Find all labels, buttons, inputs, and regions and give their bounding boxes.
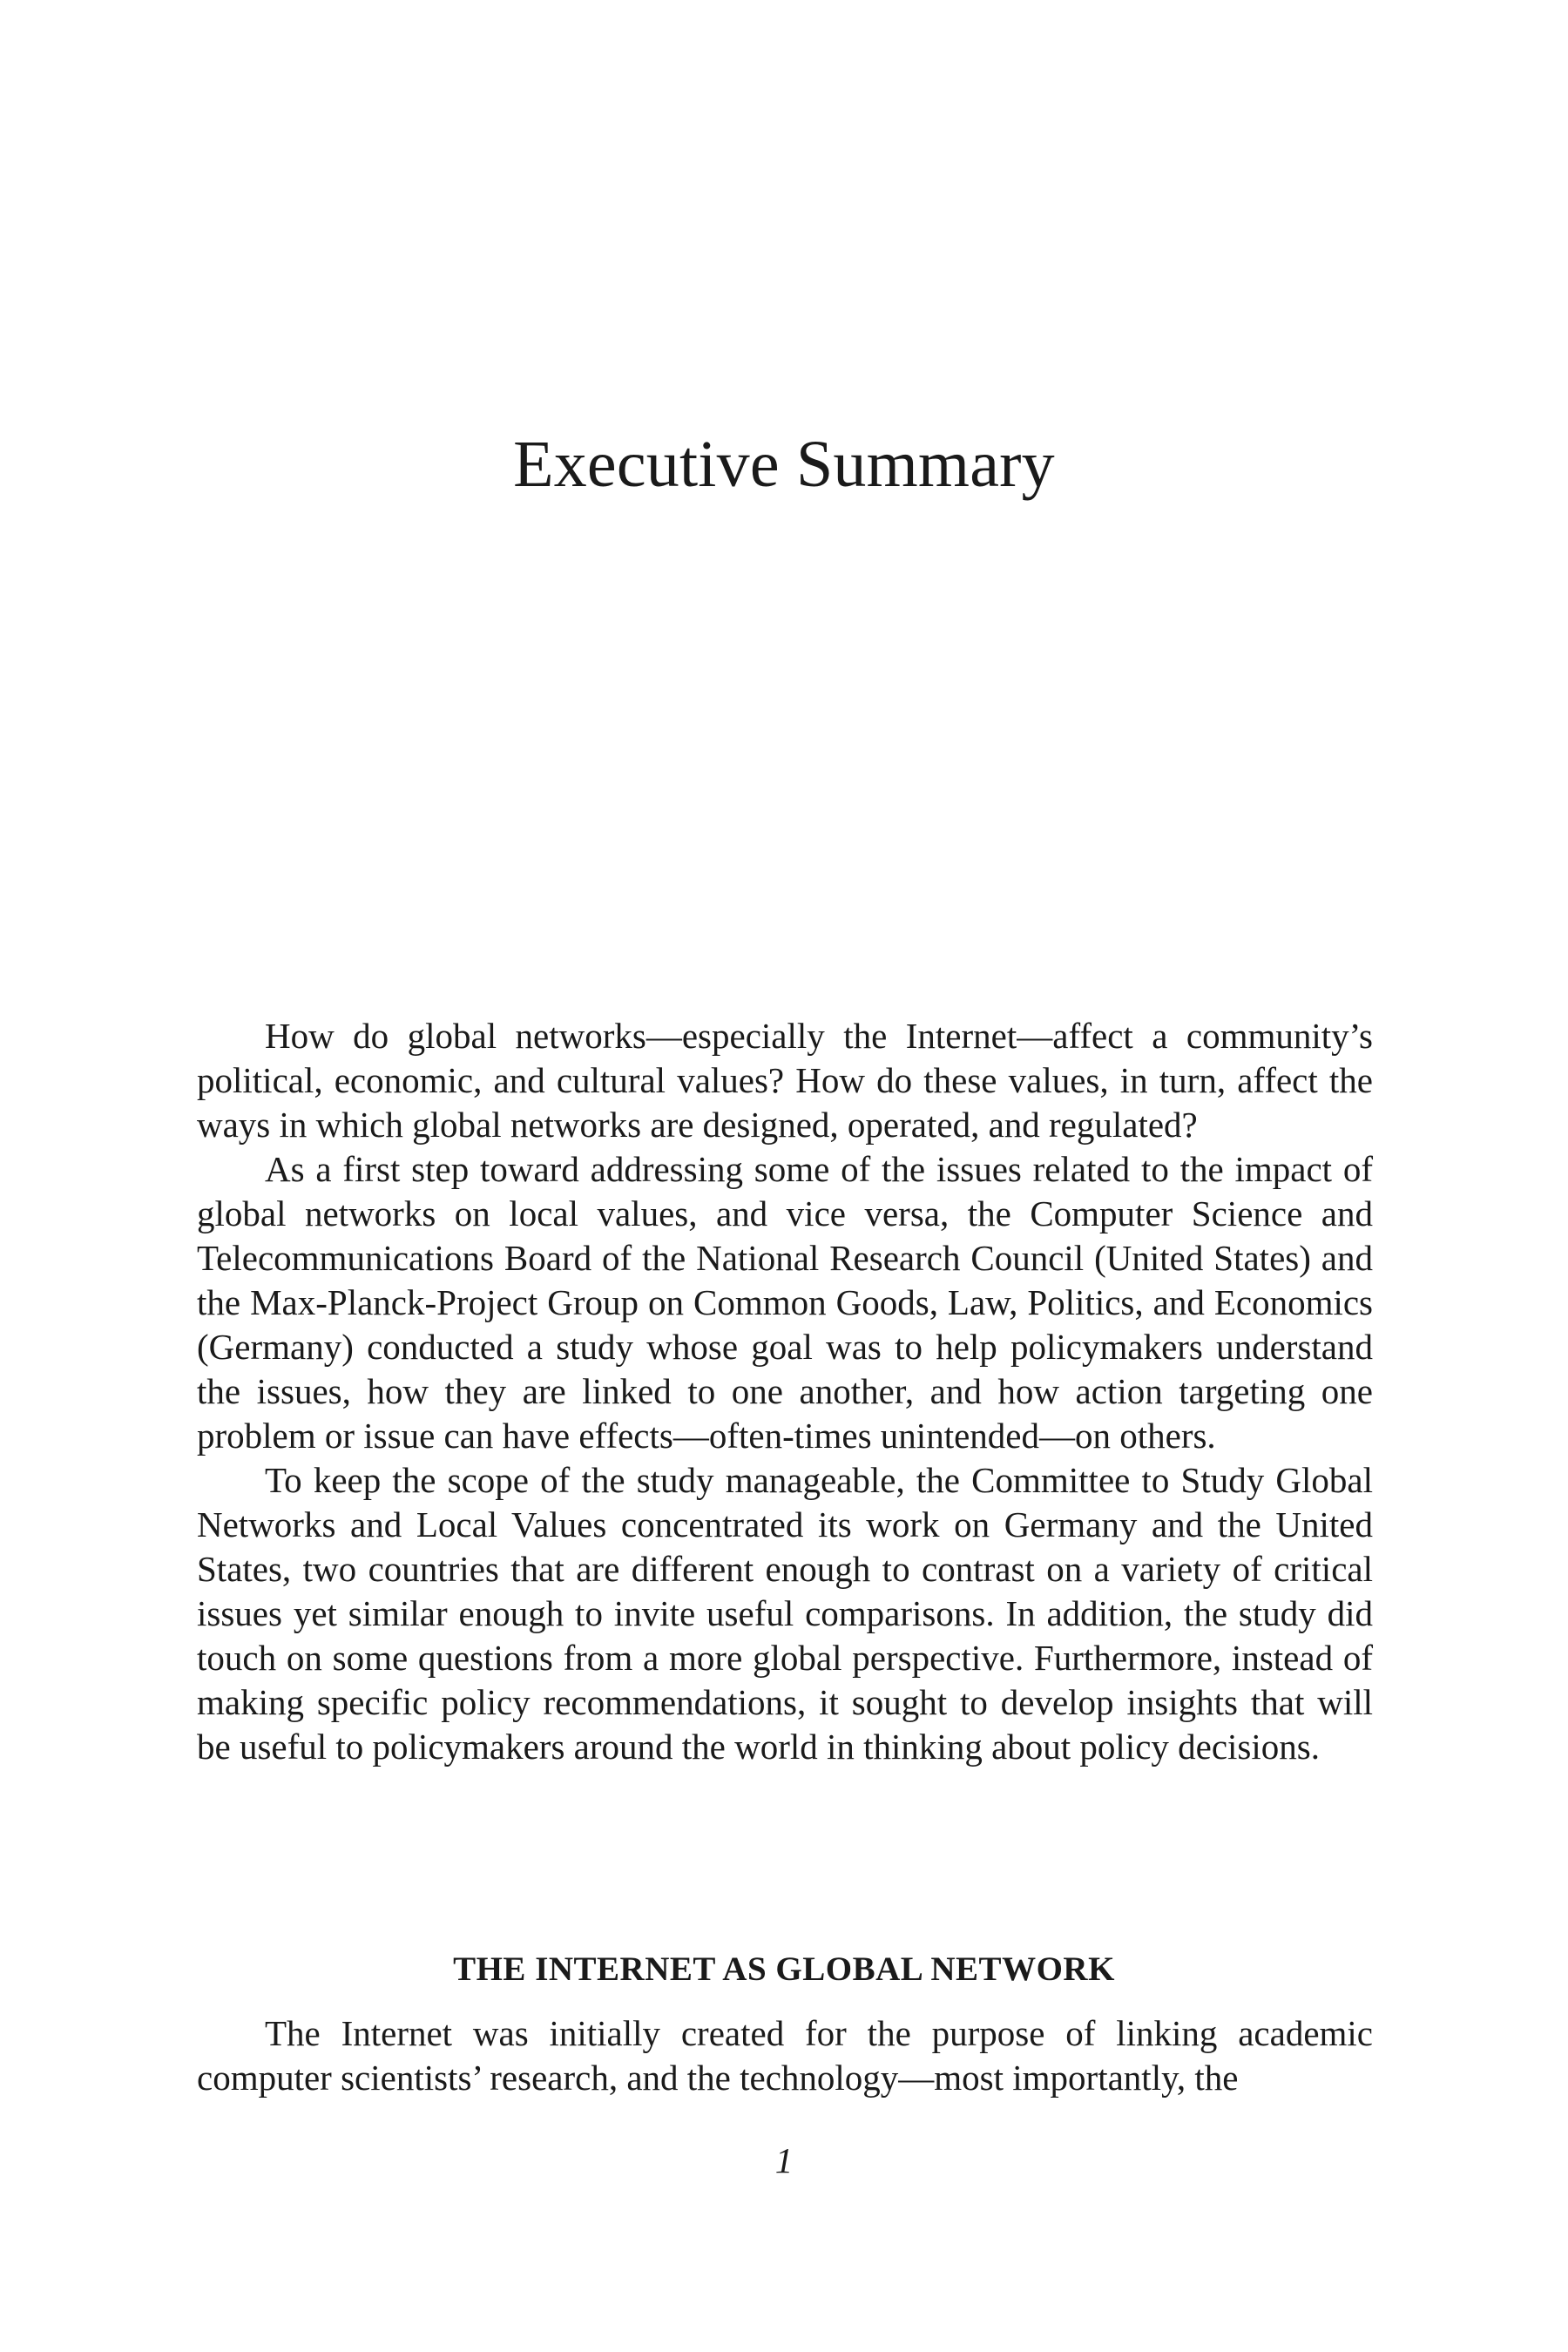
paragraph: As a first step toward addressing some of the issues related to the impact of global networks on local values, and vice versa, the Computer Science and Telecommunications Board of the National Research Council (United States) and the Max-Planck-Project Group on Common Goods, Law, Politics, and Economics (Germany) conducted a study whose goal was to help policymakers understand the issues, how they are linked to one another, and how action targeting one problem or issue can have effects—often-times unintended—on others. (197, 1149, 1373, 1456)
section-heading: THE INTERNET AS GLOBAL NETWORK (453, 1950, 1115, 1988)
intro-text (197, 1014, 1373, 1769)
paragraph: How do global networks—especially the Internet—affect a community’s political, economic, and cultural values? How do these values, in turn, affect the ways in which global networks are designed, operated, and regulated? (197, 1016, 1373, 1145)
page-number: 1 (774, 2140, 794, 2180)
chapter-title: Executive Summary (513, 428, 1055, 501)
section-text (197, 2011, 1373, 2100)
paragraph: To keep the scope of the study manageable, the Committee to Study Global Networks and Local Values concentrated its work on Germany and the United States, two countries that are different enough to contrast on a variety of critical issues yet similar enough to invite useful comparisons. In addition, the study did touch on some questions from a more global perspective. Furthermore, instead of making specific policy recommendations, it sought to develop insights that will be useful to policymakers around the world in thinking about policy decisions. (197, 1460, 1373, 1767)
paragraph: The Internet was initially created for the purpose of linking academic computer scientists’ research, and the technology—most importantly, the (197, 2013, 1373, 2098)
